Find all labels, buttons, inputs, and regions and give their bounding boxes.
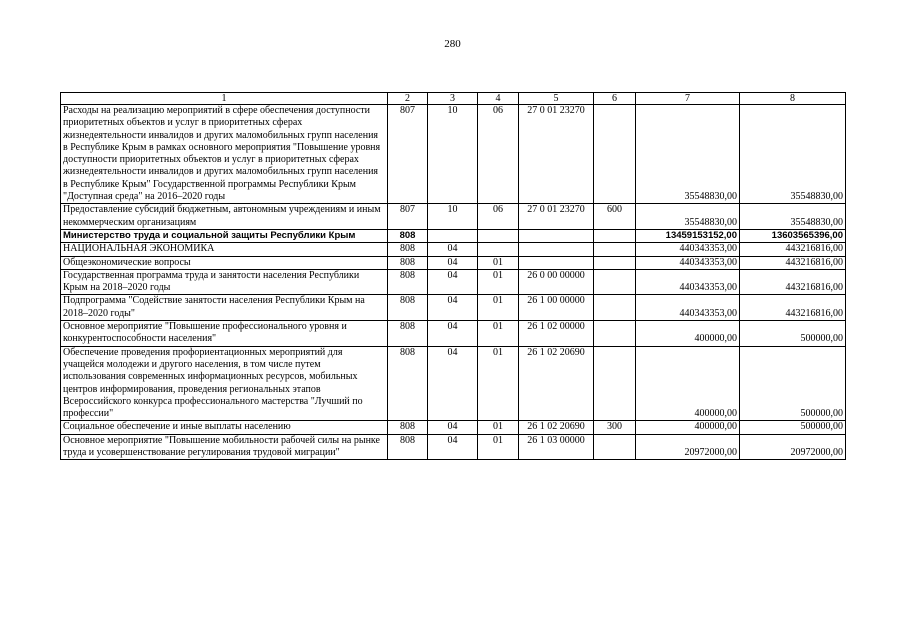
code-ministry-cell: 808 bbox=[388, 269, 428, 295]
code-section-cell: 04 bbox=[428, 346, 478, 421]
code-ministry-cell: 808 bbox=[388, 421, 428, 434]
amount-year1-cell: 440343353,00 bbox=[636, 243, 740, 256]
amount-year1-cell: 20972000,00 bbox=[636, 434, 740, 460]
table-body bbox=[61, 93, 846, 460]
code-subsection-cell bbox=[478, 229, 519, 242]
amount-year2-cell: 35548830,00 bbox=[740, 105, 846, 204]
row-name-cell: Основное мероприятие "Повышение профессионального уровня и конкурентоспособности населения" bbox=[61, 321, 388, 347]
code-target-article-cell bbox=[519, 243, 594, 256]
code-section-cell: 10 bbox=[428, 105, 478, 204]
table-row bbox=[61, 321, 846, 347]
amount-year1-cell: 13459153152,00 bbox=[636, 229, 740, 242]
header-cell: 7 bbox=[636, 93, 740, 105]
code-expense-type-cell bbox=[594, 346, 636, 421]
table-row bbox=[61, 346, 846, 421]
row-name-cell: Обеспечение проведения профориентационных мероприятий для учащейся молодежи и другого населения, в том числе путем использования современных информационных ресурсов, мобильных центров информирования, проведения региональных этапов Всероссийского конкурса профессионального мастерства "Лучший по профессии" bbox=[61, 346, 388, 421]
amount-year2-cell: 500000,00 bbox=[740, 321, 846, 347]
table-row bbox=[61, 269, 846, 295]
table-header-row bbox=[61, 93, 846, 105]
amount-year2-cell: 443216816,00 bbox=[740, 243, 846, 256]
amount-year2-cell: 35548830,00 bbox=[740, 204, 846, 230]
code-expense-type-cell bbox=[594, 269, 636, 295]
row-name-cell: Социальное обеспечение и иные выплаты населению bbox=[61, 421, 388, 434]
code-ministry-cell: 808 bbox=[388, 256, 428, 269]
amount-year2-cell: 500000,00 bbox=[740, 346, 846, 421]
code-section-cell: 04 bbox=[428, 243, 478, 256]
code-expense-type-cell bbox=[594, 434, 636, 460]
code-target-article-cell: 26 1 02 00000 bbox=[519, 321, 594, 347]
code-section-cell: 04 bbox=[428, 321, 478, 347]
code-target-article-cell bbox=[519, 229, 594, 242]
code-subsection-cell bbox=[478, 243, 519, 256]
table-row bbox=[61, 204, 846, 230]
table-row bbox=[61, 256, 846, 269]
code-target-article-cell: 26 1 03 00000 bbox=[519, 434, 594, 460]
code-subsection-cell: 01 bbox=[478, 421, 519, 434]
amount-year2-cell: 20972000,00 bbox=[740, 434, 846, 460]
budget-table bbox=[60, 92, 846, 460]
code-target-article-cell: 26 1 02 20690 bbox=[519, 346, 594, 421]
code-target-article-cell bbox=[519, 256, 594, 269]
code-subsection-cell: 06 bbox=[478, 105, 519, 204]
header-cell: 6 bbox=[594, 93, 636, 105]
amount-year1-cell: 400000,00 bbox=[636, 346, 740, 421]
amount-year1-cell: 440343353,00 bbox=[636, 269, 740, 295]
row-name-cell: Подпрограмма "Содействие занятости населения Республики Крым на 2018–2020 годы" bbox=[61, 295, 388, 321]
code-subsection-cell: 01 bbox=[478, 269, 519, 295]
code-subsection-cell: 06 bbox=[478, 204, 519, 230]
code-section-cell: 04 bbox=[428, 269, 478, 295]
code-expense-type-cell bbox=[594, 295, 636, 321]
code-target-article-cell: 27 0 01 23270 bbox=[519, 105, 594, 204]
code-ministry-cell: 808 bbox=[388, 346, 428, 421]
header-cell: 5 bbox=[519, 93, 594, 105]
code-section-cell: 04 bbox=[428, 295, 478, 321]
header-cell: 3 bbox=[428, 93, 478, 105]
code-ministry-cell: 808 bbox=[388, 295, 428, 321]
code-expense-type-cell: 300 bbox=[594, 421, 636, 434]
row-name-cell: Государственная программа труда и занятости населения Республики Крым на 2018–2020 годы bbox=[61, 269, 388, 295]
code-section-cell bbox=[428, 229, 478, 242]
code-expense-type-cell bbox=[594, 321, 636, 347]
code-expense-type-cell bbox=[594, 105, 636, 204]
table-row bbox=[61, 421, 846, 434]
amount-year2-cell: 443216816,00 bbox=[740, 269, 846, 295]
code-section-cell: 04 bbox=[428, 421, 478, 434]
row-name-cell: Расходы на реализацию мероприятий в сфере обеспечения доступности приоритетных объектов и услуг в приоритетных сферах жизнедеятельности инвалидов и других маломобильных групп населения в Республике Крым в рамках основного мероприятия "Повышение уровня доступности приоритетных объектов и услуг в приоритетных сферах жизнедеятельности инвалидов и других маломобильных групп населения в Республике Крым" Государственной программы Республики Крым "Доступная среда" на 2016–2020 годы bbox=[61, 105, 388, 204]
table-row bbox=[61, 105, 846, 204]
code-ministry-cell: 808 bbox=[388, 434, 428, 460]
amount-year1-cell: 400000,00 bbox=[636, 421, 740, 434]
page-number: 280 bbox=[444, 38, 461, 50]
code-section-cell: 04 bbox=[428, 256, 478, 269]
table-row bbox=[61, 295, 846, 321]
row-name-cell: НАЦИОНАЛЬНАЯ ЭКОНОМИКА bbox=[61, 243, 388, 256]
code-subsection-cell: 01 bbox=[478, 434, 519, 460]
code-subsection-cell: 01 bbox=[478, 346, 519, 421]
code-ministry-cell: 807 bbox=[388, 105, 428, 204]
code-ministry-cell: 808 bbox=[388, 321, 428, 347]
code-target-article-cell: 26 1 00 00000 bbox=[519, 295, 594, 321]
header-cell: 1 bbox=[61, 93, 388, 105]
header-cell: 4 bbox=[478, 93, 519, 105]
table-row bbox=[61, 229, 846, 242]
code-ministry-cell: 808 bbox=[388, 229, 428, 242]
code-expense-type-cell: 600 bbox=[594, 204, 636, 230]
row-name-cell: Общеэкономические вопросы bbox=[61, 256, 388, 269]
code-ministry-cell: 808 bbox=[388, 243, 428, 256]
table-row bbox=[61, 243, 846, 256]
row-name-cell: Министерство труда и социальной защиты Республики Крым bbox=[61, 229, 388, 242]
row-name-cell: Предоставление субсидий бюджетным, автономным учреждениям и иным некоммерческим организациям bbox=[61, 204, 388, 230]
amount-year2-cell: 443216816,00 bbox=[740, 295, 846, 321]
code-expense-type-cell bbox=[594, 256, 636, 269]
code-subsection-cell: 01 bbox=[478, 321, 519, 347]
code-expense-type-cell bbox=[594, 243, 636, 256]
code-target-article-cell: 26 1 02 20690 bbox=[519, 421, 594, 434]
amount-year2-cell: 500000,00 bbox=[740, 421, 846, 434]
code-expense-type-cell bbox=[594, 229, 636, 242]
code-subsection-cell: 01 bbox=[478, 295, 519, 321]
amount-year1-cell: 35548830,00 bbox=[636, 105, 740, 204]
row-name-cell: Основное мероприятие "Повышение мобильности рабочей силы на рынке труда и усовершенствование регулирования трудовой миграции" bbox=[61, 434, 388, 460]
header-cell: 8 bbox=[740, 93, 846, 105]
amount-year2-cell: 13603565396,00 bbox=[740, 229, 846, 242]
amount-year1-cell: 440343353,00 bbox=[636, 256, 740, 269]
amount-year1-cell: 400000,00 bbox=[636, 321, 740, 347]
header-cell: 2 bbox=[388, 93, 428, 105]
amount-year2-cell: 443216816,00 bbox=[740, 256, 846, 269]
table-row bbox=[61, 434, 846, 460]
code-subsection-cell: 01 bbox=[478, 256, 519, 269]
code-ministry-cell: 807 bbox=[388, 204, 428, 230]
amount-year1-cell: 35548830,00 bbox=[636, 204, 740, 230]
code-section-cell: 10 bbox=[428, 204, 478, 230]
amount-year1-cell: 440343353,00 bbox=[636, 295, 740, 321]
code-section-cell: 04 bbox=[428, 434, 478, 460]
code-target-article-cell: 27 0 01 23270 bbox=[519, 204, 594, 230]
code-target-article-cell: 26 0 00 00000 bbox=[519, 269, 594, 295]
